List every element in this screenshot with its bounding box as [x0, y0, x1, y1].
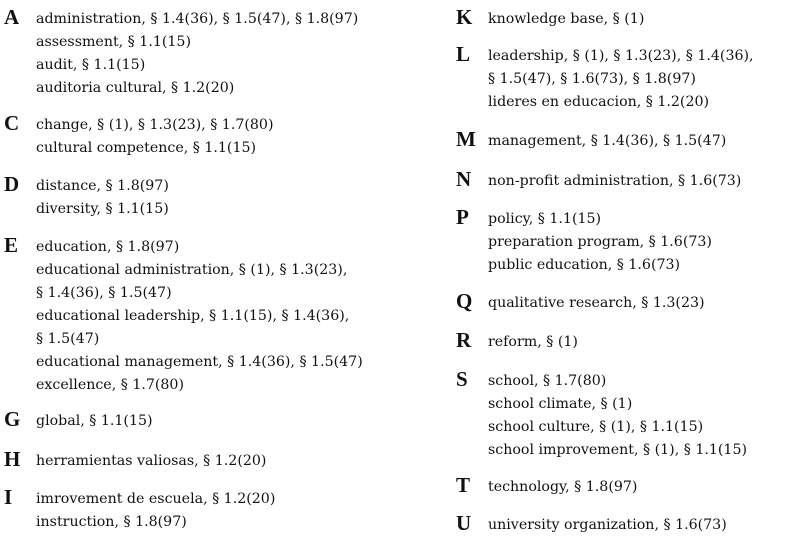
index-letter: L: [456, 42, 471, 66]
index-entries: [36, 114, 274, 160]
index-letter: H: [4, 447, 21, 471]
index-entry-line: distance, § 1.8(97): [36, 178, 169, 194]
index-entry-line: educational leadership, § 1.1(15), § 1.4(36),: [36, 308, 350, 324]
index-entries: [488, 370, 747, 462]
index-entry-line: educational management, § 1.4(36), § 1.5(47): [36, 354, 363, 370]
index-entries: [488, 514, 727, 537]
index-entry-line: university organization, § 1.6(73): [488, 517, 727, 533]
index-entry-line: knowledge base, § (1): [488, 11, 645, 27]
index-entry-line: qualitative research, § 1.3(23): [488, 295, 705, 311]
index-entry-line: reform, § (1): [488, 334, 578, 350]
index-entries: [36, 410, 153, 433]
index-entries: [488, 292, 705, 315]
index-entry-line: school culture, § (1), § 1.1(15): [488, 419, 704, 435]
index-letter: D: [4, 172, 20, 196]
index-entry-line: instruction, § 1.8(97): [36, 514, 187, 530]
index-entry-line: auditoria cultural, § 1.2(20): [36, 80, 235, 96]
index-letter: N: [456, 167, 472, 191]
index-letter: K: [456, 5, 473, 29]
index-entry-line: change, § (1), § 1.3(23), § 1.7(80): [36, 117, 274, 133]
index-entry-line: education, § 1.8(97): [36, 239, 180, 255]
index-entry-line: administration, § 1.4(36), § 1.5(47), § 1.8(97): [36, 11, 359, 27]
index-entry-line: § 1.5(47): [36, 331, 100, 347]
index-entries: [36, 8, 358, 100]
index-entry-line: § 1.5(47), § 1.6(73), § 1.8(97): [488, 71, 696, 87]
index-entry-line: excellence, § 1.7(80): [36, 377, 184, 393]
index-letter: M: [456, 127, 476, 151]
index-letter: E: [4, 233, 19, 257]
index-letter: S: [456, 367, 468, 391]
index-entries: [36, 450, 266, 473]
index-letter: U: [456, 511, 472, 535]
index-entry-line: assessment, § 1.1(15): [36, 34, 191, 50]
index-letter: A: [4, 5, 20, 29]
index-entries: [488, 331, 578, 354]
index-entries: [36, 175, 169, 221]
index-letter: G: [4, 407, 21, 431]
index-letter: R: [456, 328, 472, 352]
index-entries: [36, 236, 363, 397]
index-entries: [36, 488, 275, 534]
index-entry-line: audit, § 1.1(15): [36, 57, 146, 73]
index-entry-line: technology, § 1.8(97): [488, 479, 638, 495]
index-entry-line: preparation program, § 1.6(73): [488, 234, 712, 250]
index-letter: I: [4, 485, 13, 509]
index-entry-line: leadership, § (1), § 1.3(23), § 1.4(36),: [488, 48, 754, 64]
index-letter: C: [4, 111, 20, 135]
index-entry-line: diversity, § 1.1(15): [36, 201, 169, 217]
index-letter: Q: [456, 289, 473, 313]
index-entries: [488, 8, 644, 31]
index-entries: [488, 476, 637, 499]
index-entry-line: non-profit administration, § 1.6(73): [488, 173, 742, 189]
index-entry-line: lideres en educacion, § 1.2(20): [488, 94, 710, 110]
index-entries: [488, 130, 726, 153]
index-entry-line: imrovement de escuela, § 1.2(20): [36, 491, 276, 507]
index-entries: [488, 45, 754, 114]
index-entry-line: cultural competence, § 1.1(15): [36, 140, 257, 156]
index-entry-line: policy, § 1.1(15): [488, 211, 602, 227]
index-entry-line: school improvement, § (1), § 1.1(15): [488, 442, 748, 458]
index-entry-line: public education, § 1.6(73): [488, 257, 681, 273]
index-entries: [488, 170, 741, 193]
index-entry-line: herramientas valiosas, § 1.2(20): [36, 453, 267, 469]
index-letter: P: [456, 205, 469, 229]
index-entry-line: educational administration, § (1), § 1.3(23),: [36, 262, 348, 278]
index-letter: T: [456, 473, 471, 497]
index-entry-line: § 1.4(36), § 1.5(47): [36, 285, 172, 301]
index-entries: [488, 208, 712, 277]
index-entry-line: global, § 1.1(15): [36, 413, 153, 429]
index-entry-line: school, § 1.7(80): [488, 373, 607, 389]
index-entry-line: school climate, § (1): [488, 396, 633, 412]
index-entry-line: management, § 1.4(36), § 1.5(47): [488, 133, 727, 149]
